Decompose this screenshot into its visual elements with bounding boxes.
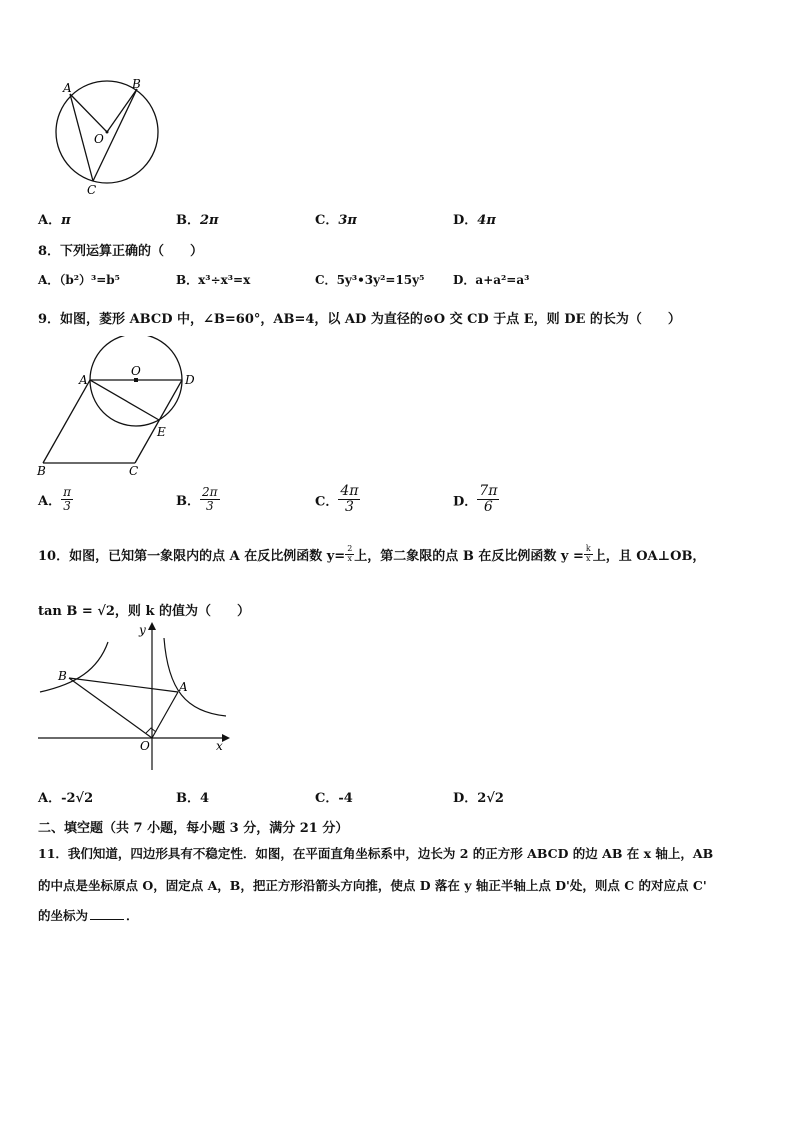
q10-label-B: B bbox=[58, 669, 67, 683]
q10-stem-line2: tan B = √2，则 k 的值为（ ） bbox=[38, 604, 250, 619]
q10-curve-q2 bbox=[40, 642, 108, 692]
q11-answer-blank[interactable] bbox=[90, 919, 124, 920]
q9-label-O: O bbox=[131, 364, 141, 378]
q11-line2: 的中点是坐标原点 O，固定点 A，B，把正方形沿箭头方向推，使点 D 落在 y 轴正半轴上点 D'处，则点 C 的对应点 C' bbox=[38, 878, 707, 893]
q9-label-C: C bbox=[129, 464, 139, 478]
q8-option-a[interactable]: A．（b²）³=b⁵ bbox=[38, 273, 120, 287]
q10-label-O: O bbox=[140, 739, 150, 753]
q8-option-c[interactable]: C．5y³•3y²=15y⁵ bbox=[315, 273, 425, 287]
q7-label-O: O bbox=[94, 132, 104, 146]
q7-label-A: A bbox=[63, 81, 72, 95]
q10-option-a[interactable]: A．-2√2 bbox=[38, 791, 94, 806]
q9-label-A: A bbox=[79, 373, 88, 387]
q10-y-arrow bbox=[148, 622, 156, 630]
q11-line3 bbox=[38, 906, 139, 924]
q9-line-CD bbox=[135, 380, 182, 463]
q9-line-AE bbox=[90, 380, 159, 420]
q9-option-d[interactable]: D． $\frac{7\pi}{6}$ bbox=[453, 483, 498, 516]
q9-center-dot bbox=[134, 378, 138, 382]
q7-option-d[interactable]: D．4π bbox=[453, 213, 496, 228]
q11-line3-prefix: 的坐标为 bbox=[38, 908, 89, 923]
q10-frac2: $\frac{k}{x}$ bbox=[585, 544, 591, 563]
q10-line-AO bbox=[152, 692, 178, 738]
q7-line-AC bbox=[70, 94, 93, 181]
q10-stem-part1: 10．如图，已知第一象限内的点 A 在反比例函数 y= bbox=[38, 549, 346, 564]
q10-option-c[interactable]: C．-4 bbox=[315, 791, 353, 806]
section2-heading: 二、填空题（共 7 小题，每小题 3 分，满分 21 分） bbox=[38, 821, 349, 836]
q8-option-d[interactable]: D．a+a²=a³ bbox=[453, 273, 530, 287]
q10-label-y: y bbox=[139, 623, 146, 637]
q8-option-b[interactable]: B．x³÷x³=x bbox=[176, 273, 251, 287]
q11-line3-suffix: ． bbox=[126, 908, 139, 923]
q9-stem: 9．如图，菱形 ABCD 中，∠B=60°，AB=4，以 AD 为直径的⊙O 交 CD 于点 E，则 DE 的长为（ ） bbox=[38, 312, 681, 327]
q10-stem bbox=[38, 545, 705, 564]
q10-option-d[interactable]: D．2√2 bbox=[453, 791, 504, 806]
q7-line-BO bbox=[107, 89, 137, 132]
q9-label-D: D bbox=[185, 373, 195, 387]
q7-option-c[interactable]: C．3π bbox=[315, 213, 357, 228]
q10-stem-part2: 上，第二象限的点 B 在反比例函数 y = bbox=[354, 549, 584, 564]
q10-label-A: A bbox=[179, 680, 188, 694]
q8-stem: 8．下列运算正确的（ ） bbox=[38, 244, 204, 259]
q10-figure bbox=[36, 620, 236, 775]
q9-line-AB bbox=[43, 380, 90, 463]
q10-option-b[interactable]: B．4 bbox=[176, 791, 210, 806]
q10-curve-q1 bbox=[164, 638, 226, 716]
q7-label-C: C bbox=[87, 183, 97, 197]
q9-label-E: E bbox=[157, 425, 166, 439]
q10-frac1: $\frac{2}{x}$ bbox=[347, 544, 353, 563]
q10-label-x: x bbox=[216, 739, 223, 753]
q7-option-b[interactable]: B．2π bbox=[176, 213, 219, 228]
q7-center-dot bbox=[106, 131, 109, 134]
q9-option-a[interactable]: A． $\frac{\pi}{3}$ bbox=[38, 485, 71, 514]
q9-label-B: B bbox=[37, 464, 46, 478]
q10-right-angle-mark bbox=[146, 728, 156, 733]
q7-label-B: B bbox=[132, 77, 141, 91]
q10-stem-part3: 上，且 OA⊥OB， bbox=[592, 549, 706, 564]
q9-figure bbox=[35, 336, 235, 481]
q9-option-b[interactable]: B． $\frac{2\pi}{3}$ bbox=[176, 485, 218, 514]
q10-x-arrow bbox=[222, 734, 230, 742]
q7-option-a[interactable]: A．π bbox=[38, 213, 71, 228]
q9-option-c[interactable]: C． $\frac{4\pi}{3}$ bbox=[315, 483, 359, 516]
q7-figure bbox=[40, 72, 170, 198]
q11-line1: 11．我们知道，四边形具有不稳定性．如图，在平面直角坐标系中，边长为 2 的正方形 ABCD 的边 AB 在 x 轴上，AB bbox=[38, 846, 714, 861]
